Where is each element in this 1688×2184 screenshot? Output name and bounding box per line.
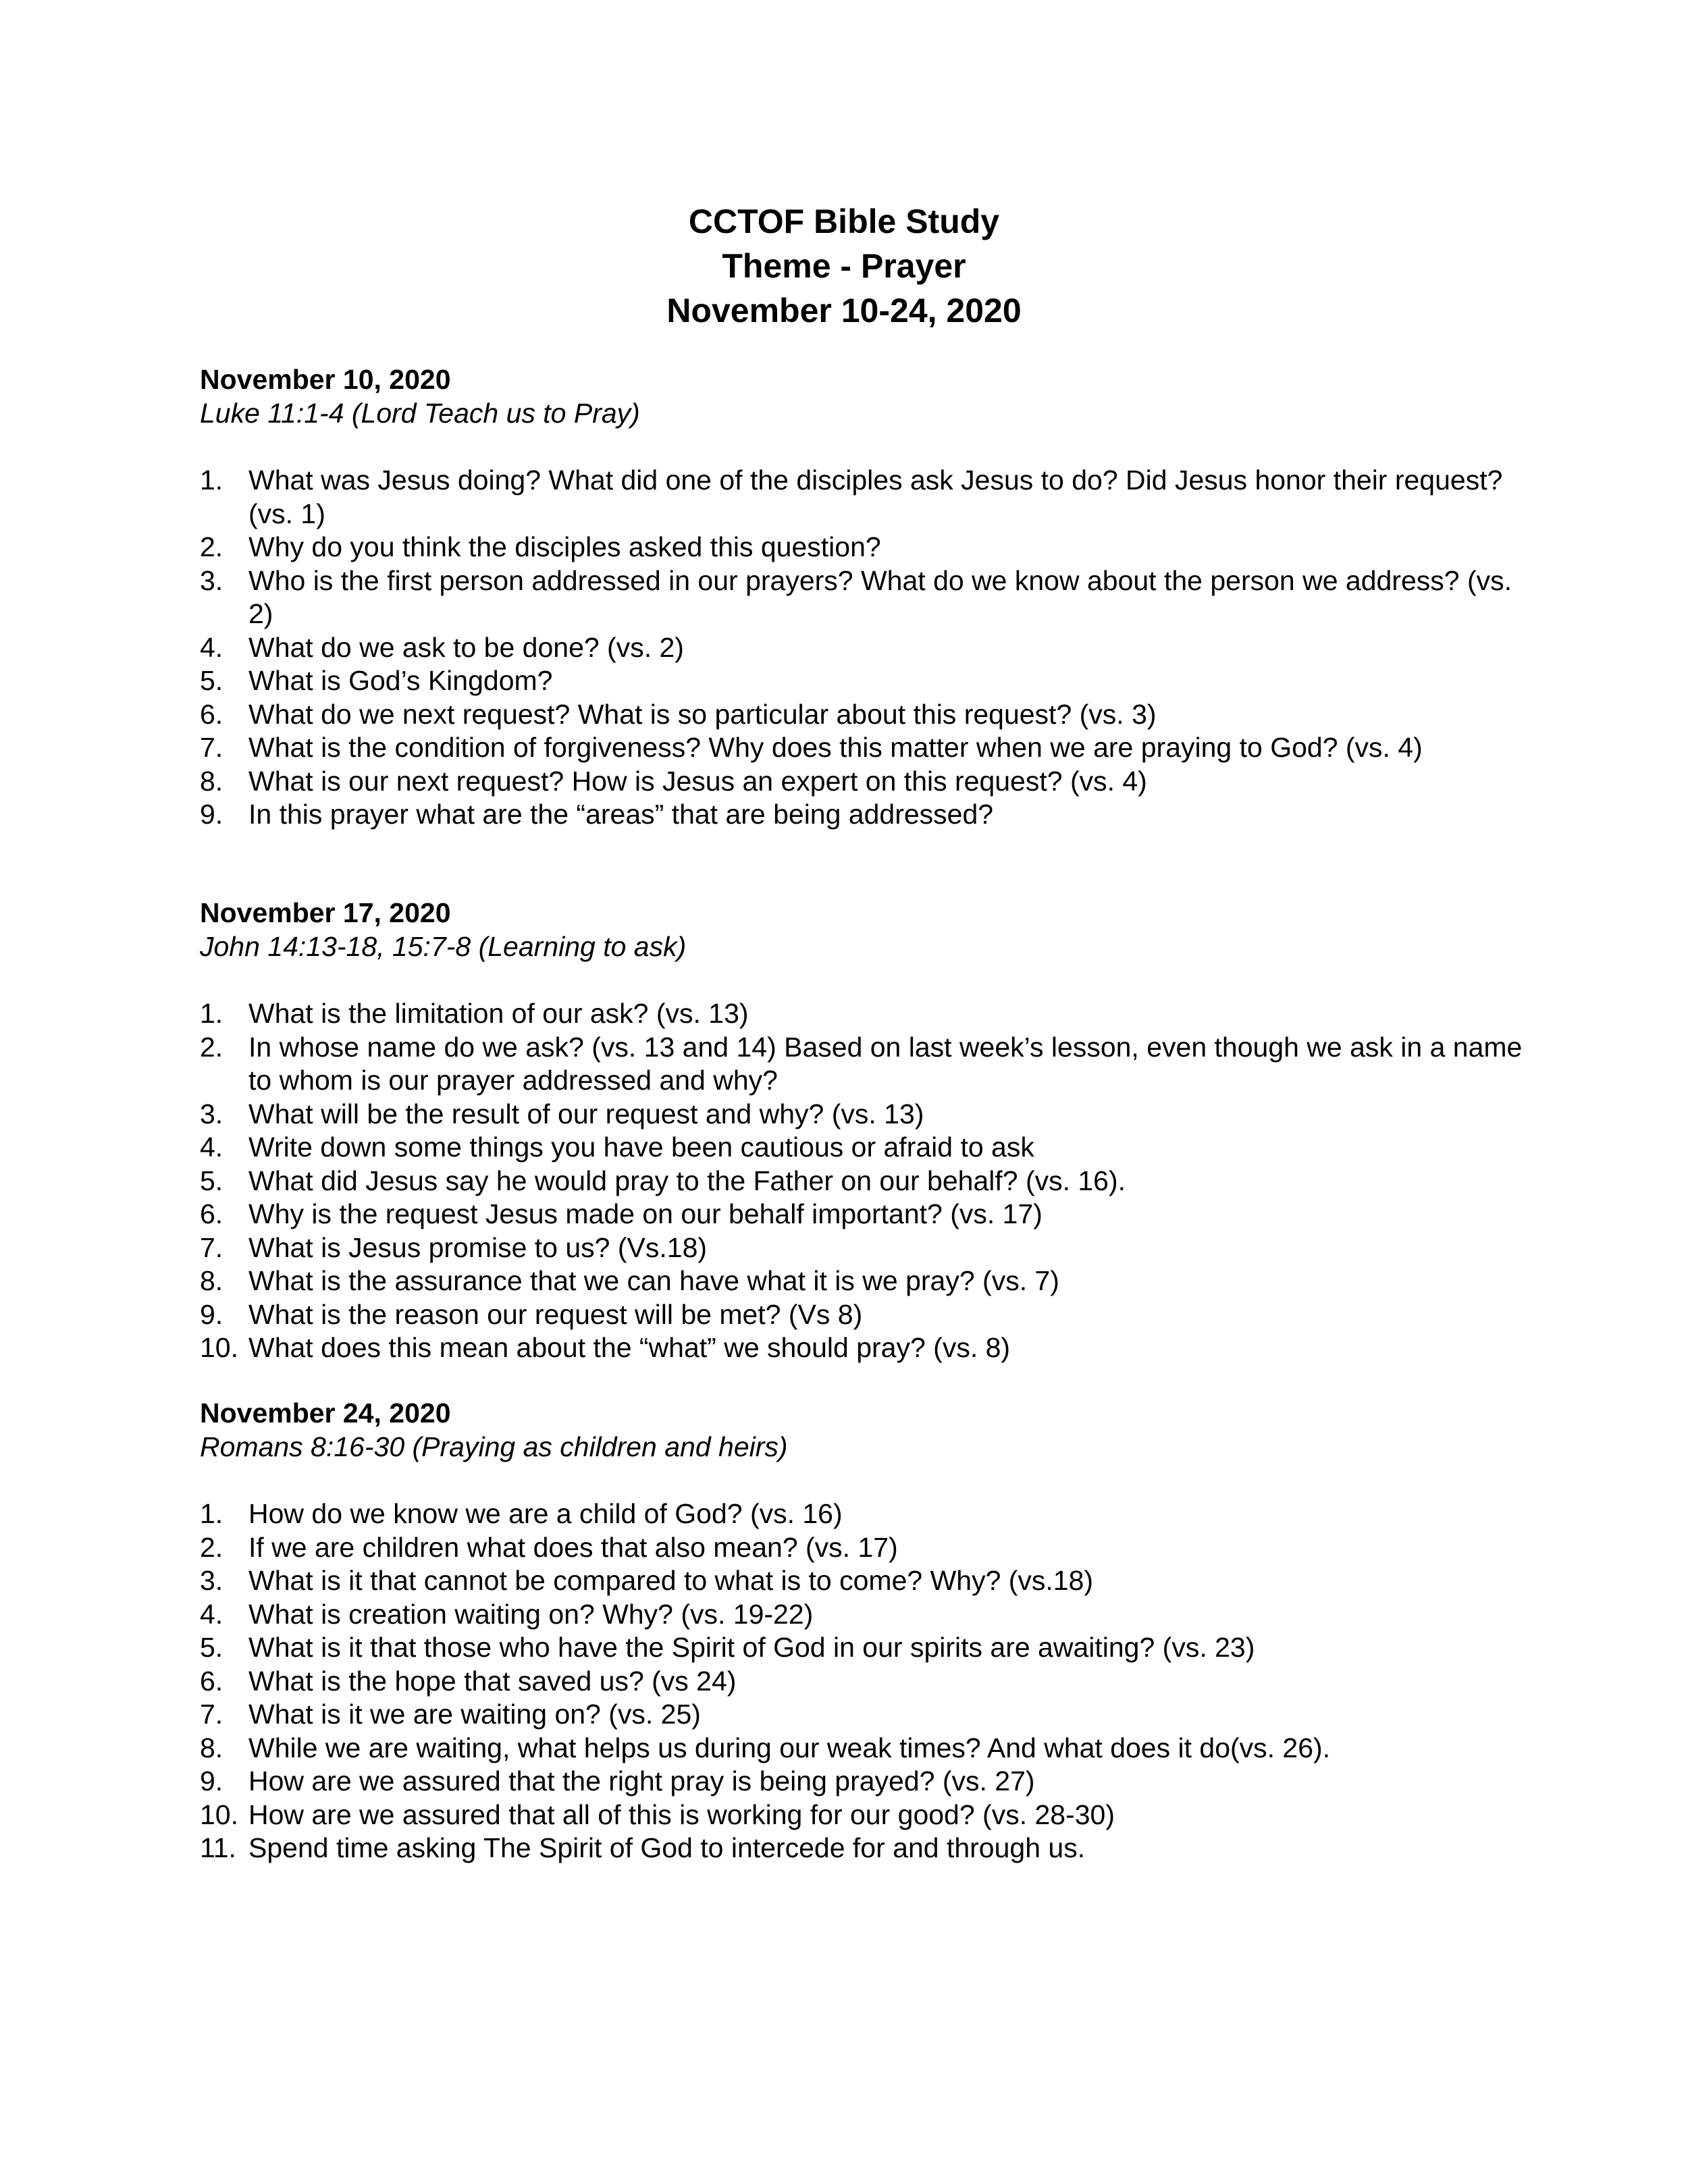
question-number: 5. xyxy=(200,1632,223,1663)
question-number: 4. xyxy=(200,1131,223,1163)
question-number: 10. xyxy=(200,1332,238,1363)
question-number: 9. xyxy=(200,1298,223,1330)
question-number: 3. xyxy=(200,1565,223,1596)
question-text: Who is the first person addressed in our prayers? What do we know about the person we address? (vs. 2) xyxy=(248,564,1512,629)
section-november-10 xyxy=(200,363,1523,832)
question-number: 9. xyxy=(200,1765,223,1796)
question-text: Write down some things you have been cautious or afraid to ask xyxy=(248,1131,1034,1163)
question-text: How are we assured that all of this is working for our good? (vs. 28-30) xyxy=(248,1799,1115,1830)
question-text: What is it we are waiting on? (vs. 25) xyxy=(248,1699,701,1730)
question-number: 1. xyxy=(200,998,223,1029)
question-text: What will be the result of our request and why? (vs. 13) xyxy=(248,1098,924,1129)
question-item xyxy=(200,1264,1523,1298)
question-text: What is it that cannot be compared to what is to come? Why? (vs.18) xyxy=(248,1565,1094,1596)
question-item xyxy=(200,1832,1523,1865)
question-item xyxy=(200,631,1523,665)
question-text: In whose name do we ask? (vs. 13 and 14) Based on last week’s lesson, even though we ask in a name to whom is our prayer addressed and why? xyxy=(248,1031,1523,1096)
question-item xyxy=(200,1531,1523,1565)
question-item xyxy=(200,1231,1523,1265)
question-item xyxy=(200,1631,1523,1665)
title-line-2: Theme - Prayer xyxy=(722,247,966,285)
question-number: 2. xyxy=(200,531,223,562)
question-number: 4. xyxy=(200,1598,223,1630)
question-number: 1. xyxy=(200,464,223,496)
question-item xyxy=(200,698,1523,732)
question-item xyxy=(200,798,1523,832)
question-text: Spend time asking The Spirit of God to intercede for and through us. xyxy=(248,1832,1086,1863)
question-text: If we are children what does that also mean? (vs. 17) xyxy=(248,1531,898,1563)
section-date: November 10, 2020 xyxy=(200,364,451,395)
question-item xyxy=(200,1765,1523,1799)
question-list xyxy=(200,464,1523,832)
question-number: 2. xyxy=(200,1531,223,1563)
section-reference: Romans 8:16-30 (Praying as children and heirs) xyxy=(200,1431,788,1462)
question-item xyxy=(200,664,1523,698)
question-number: 2. xyxy=(200,1031,223,1063)
question-text: What does this mean about the “what” we should pray? (vs. 8) xyxy=(248,1332,1011,1363)
question-text: What is our next request? How is Jesus an expert on this request? (vs. 4) xyxy=(248,765,1147,797)
question-text: In this prayer what are the “areas” that are being addressed? xyxy=(248,799,994,830)
question-item xyxy=(200,1732,1523,1765)
question-number: 6. xyxy=(200,698,223,730)
question-text: What is the reason our request will be met? (Vs 8) xyxy=(248,1298,863,1330)
question-number: 7. xyxy=(200,1699,223,1730)
question-item xyxy=(200,1331,1523,1365)
question-text: What was Jesus doing? What did one of the disciples ask Jesus to do? Did Jesus honor their request? (vs. 1) xyxy=(248,464,1503,529)
question-item xyxy=(200,1298,1523,1332)
document-title xyxy=(0,199,1688,333)
question-item xyxy=(200,1799,1523,1832)
section-reference: John 14:13-18, 15:7-8 (Learning to ask) xyxy=(200,931,687,962)
question-text: What is the hope that saved us? (vs 24) xyxy=(248,1665,737,1697)
question-number: 3. xyxy=(200,1098,223,1129)
question-item xyxy=(200,1131,1523,1165)
question-number: 7. xyxy=(200,732,223,763)
question-text: What is it that those who have the Spirit of God in our spirits are awaiting? (vs. 23) xyxy=(248,1632,1255,1663)
section-date: November 24, 2020 xyxy=(200,1397,451,1429)
question-item xyxy=(200,1165,1523,1198)
question-text: What is the limitation of our ask? (vs. 13) xyxy=(248,998,749,1029)
question-list xyxy=(200,997,1523,1365)
question-item xyxy=(200,464,1523,531)
section-november-17 xyxy=(200,896,1523,1365)
question-item xyxy=(200,1564,1523,1598)
question-text: What did Jesus say he would pray to the Father on our behalf? (vs. 16). xyxy=(248,1165,1126,1196)
question-number: 5. xyxy=(200,665,223,696)
question-text: What do we next request? What is so particular about this request? (vs. 3) xyxy=(248,698,1157,730)
question-item xyxy=(200,1598,1523,1632)
question-text: How are we assured that the right pray is being prayed? (vs. 27) xyxy=(248,1765,1035,1796)
question-item xyxy=(200,564,1523,631)
question-number: 8. xyxy=(200,765,223,797)
question-text: While we are waiting, what helps us during our weak times? And what does it do(vs. 26). xyxy=(248,1732,1331,1763)
question-item xyxy=(200,1497,1523,1531)
question-number: 7. xyxy=(200,1231,223,1263)
question-list xyxy=(200,1497,1523,1865)
question-number: 6. xyxy=(200,1665,223,1697)
question-text: What is the condition of forgiveness? Why does this matter when we are praying to God? (vs. 4) xyxy=(248,732,1423,763)
question-number: 10. xyxy=(200,1799,238,1830)
question-item xyxy=(200,1698,1523,1732)
question-text: What is Jesus promise to us? (Vs.18) xyxy=(248,1231,708,1263)
question-item xyxy=(200,1031,1523,1098)
question-text: What is the assurance that we can have what it is we pray? (vs. 7) xyxy=(248,1265,1059,1296)
question-text: What is God’s Kingdom? xyxy=(248,665,553,696)
question-number: 5. xyxy=(200,1165,223,1196)
question-text: Why is the request Jesus made on our behalf important? (vs. 17) xyxy=(248,1198,1043,1229)
section-date: November 17, 2020 xyxy=(200,897,451,928)
question-item xyxy=(200,531,1523,564)
question-item xyxy=(200,1098,1523,1131)
section-november-24 xyxy=(200,1396,1523,1865)
question-text: Why do you think the disciples asked this question? xyxy=(248,531,881,562)
question-item xyxy=(200,731,1523,765)
question-item xyxy=(200,1198,1523,1231)
question-number: 11. xyxy=(200,1832,236,1863)
question-number: 3. xyxy=(200,564,223,596)
question-text: What do we ask to be done? (vs. 2) xyxy=(248,631,684,663)
title-line-1: CCTOF Bible Study xyxy=(688,203,1000,240)
question-text: How do we know we are a child of God? (vs. 16) xyxy=(248,1498,843,1529)
question-number: 6. xyxy=(200,1198,223,1229)
section-reference: Luke 11:1-4 (Lord Teach us to Pray) xyxy=(200,398,640,429)
question-number: 8. xyxy=(200,1265,223,1296)
question-number: 8. xyxy=(200,1732,223,1763)
question-item xyxy=(200,765,1523,799)
question-number: 1. xyxy=(200,1498,223,1529)
question-number: 4. xyxy=(200,631,223,663)
question-item xyxy=(200,997,1523,1031)
question-text: What is creation waiting on? Why? (vs. 19-22) xyxy=(248,1598,814,1630)
title-line-3: November 10-24, 2020 xyxy=(666,292,1022,329)
question-number: 9. xyxy=(200,799,223,830)
question-item xyxy=(200,1665,1523,1699)
